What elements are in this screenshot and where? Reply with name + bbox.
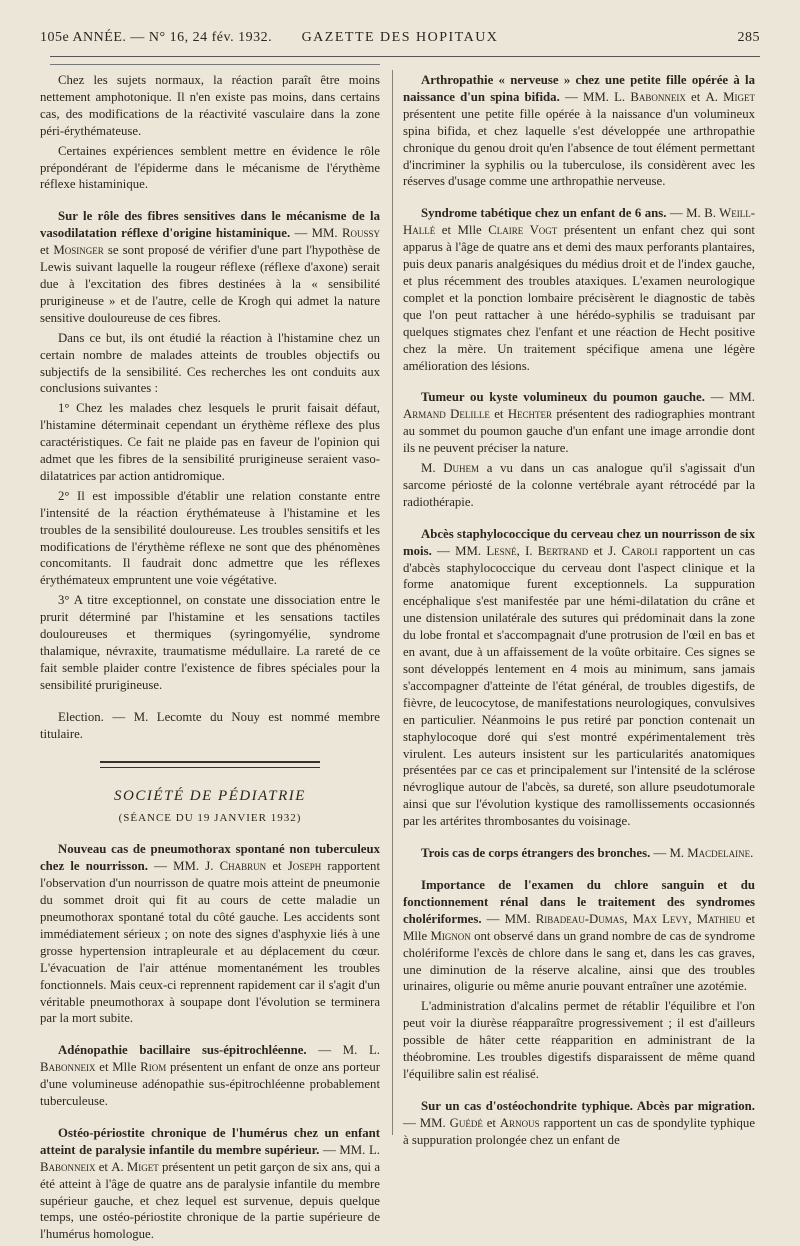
header-rule bbox=[50, 56, 760, 57]
communication-s8: Abcès staphylococcique du cerveau chez un nourrisson de six mois. — MM. Lesné, I. Bertrand et J. Caroli rapportent un cas d'abcès staphylococcique du cerveau dont l'aspect clinique et la forme anatomique furent exceptionnels. La suppuration encéphalique s'est manifestée par une hémi-dilatation du crâne et une distension unilatérale des sutures qui prédominait dans la zone du lobe frontal et s'accompagnait d'une protrusion de l'œil en bas et en avant, due à un affaissement de la voûte orbitaire. Ces signes se sont développés lentement en 4 mois au minimum, sans jamais s'accompagner d'atteinte de l'état général, de troubles digestifs, de fièvre, de leucocytose, de manifestations neurologiques, convulsives en particulier. Néanmoins le pus retiré par ponction contenait un staphylocoque doré qui s'est montré expérimentalement très virulent. Les auteurs insistent sur les particularités anatomiques présentées par ce cas et principalement sur l'intensité de la sclérose névroglique autour de l'abcès, sa dureté, son allure pseudotumorale ainsi que sur l'évolution kystique des ramollissements occasionnés par les artérites thrombosantes du voisinage. bbox=[403, 526, 756, 829]
communication-title: Importance de l'examen du chlore sanguin et du fonctionnement rénal dans le traitement des syndromes cholériformes. bbox=[403, 877, 755, 926]
right-column bbox=[403, 72, 755, 1152]
author-name: Hechter bbox=[507, 407, 553, 422]
communication-title: Adénopathie bacillaire sus-épitrochléenne. bbox=[58, 1043, 307, 1058]
author-name: Roussy bbox=[341, 226, 380, 241]
discussion-paragraph: M. Duhem a vu dans un cas analogue qu'il s'agissait d'un sarcome périosté de la colonne vertébrale ayant rétrocédé par la radiothérapie. bbox=[403, 461, 755, 509]
communication-title: Sur le rôle des fibres sensitives dans le mécanisme de la vasodilatation réflexe d'origine histaminique. bbox=[40, 209, 380, 241]
session-date: (SÉANCE DU 19 JANVIER 1932) bbox=[118, 812, 302, 825]
author-name: Macdelaine bbox=[687, 846, 751, 861]
communication-title: Sur un cas d'ostéochondrite typhique. Abcès par migration. bbox=[421, 1098, 755, 1113]
communication-s9: Trois cas de corps étrangers des bronches. — M. Macdelaine. bbox=[421, 846, 754, 861]
author-name: Joseph bbox=[287, 859, 322, 874]
communication-title: Ostéo-périostite chronique de l'humérus chez un enfant atteint de paralysie infantile du membre supérieur. bbox=[40, 1125, 380, 1157]
header-page-number: 285 bbox=[737, 30, 760, 45]
page-header bbox=[40, 30, 760, 52]
header-rule-secondary bbox=[50, 64, 380, 65]
author-name: Arnous bbox=[499, 1115, 540, 1130]
communication-s5: Arthropathie « nerveuse » chez une petite fille opérée à la naissance d'un spina bifida. — MM. L. Babonneix et A. Miget présentent une petite fille opérée à la naissance d'un volumineux spina bifida, et chez laquelle s'est développée une arthropathie chronique du genou droit qu'en l'absence de tout élément permettant d'incriminer la syphilis ou la tuberculose, ils considèrent avec les réserves d'usage comme une arthropathie nerveuse. bbox=[403, 73, 755, 189]
paragraph: Chez les sujets normaux, la réaction paraît être moins nettement amphotonique. Il n'en existe pas moins, dans certains cas, des modifications de la réactivité vasculaire dans la zone péri-érythémateuse. bbox=[40, 73, 380, 138]
communication-s7: Tumeur ou kyste volumineux du poumon gauche. — MM. Armand Delille et Hechter présentent des radiographies montrant au sommet du poumon gauche d'un enfant une image arrondie dont ils ne peuvent préciser la nature. bbox=[403, 390, 756, 456]
author-name: Ribadeau-Dumas bbox=[535, 911, 625, 926]
author-name: J. Chabrun bbox=[205, 859, 267, 874]
author-name: Duhem bbox=[443, 461, 480, 476]
header-number-date: — N° 16, 24 fév. 1932. bbox=[130, 30, 273, 45]
author-name: Lesné bbox=[486, 543, 517, 558]
communication-title: Arthropathie « nerveuse » chez une petite fille opérée à la naissance d'un spina bifida. bbox=[403, 73, 755, 104]
paragraph: 2° Il est impossible d'établir une relation constante entre l'intensité de la réaction érythémateuse à l'histamine et les troubles de la sensibilité douloureuse. Les troubles sensitifs et les modifications de l'érythème réflexe ne sont que des phénomènes concomitants. Il faudrait donc admettre que les réflexes érythémateux empruntent une voie végétative. bbox=[40, 488, 380, 588]
section-rule bbox=[100, 761, 320, 763]
author-name: Mosinger bbox=[53, 243, 104, 258]
author-name: A. Miget bbox=[111, 1159, 159, 1174]
author-name: Max Levy bbox=[632, 911, 689, 926]
communication-s11: Sur un cas d'ostéochondrite typhique. Abcès par migration. — MM. Guédé et Arnous rapportent un cas de spondylite typhique à suppuration prolongée chez un enfant de bbox=[403, 1098, 755, 1147]
author-name: L. Babonneix bbox=[614, 89, 686, 104]
election-notice: Election. — M. Lecomte du Nouy est nommé membre titulaire. bbox=[40, 709, 380, 741]
author-name: A. Miget bbox=[705, 89, 755, 104]
communication-s6: Syndrome tabétique chez un enfant de 6 ans. — M. B. Weill-Hallé et Mlle Claire Vogt présentent un enfant chez qui sont apparus à l'âge de quatre ans et demi des maux perforants plantaires, puis deux panaris analgésiques du médius droit et de l'index gauche, et plus récemment des troubles ataxiques. L'examen neurologique complet et la ponction lombaire précisèrent le diagnostic de tabès que l'on peut rattacher à une hérédo-syphilis se traduisant par quelques stigmates chez l'enfant et une réaction de Hecht positive chez la mère. Un traitement spécifique amena une légère amélioration des lésions. bbox=[403, 206, 755, 373]
communication-title: Tumeur ou kyste volumineux du poumon gauche. bbox=[421, 390, 705, 405]
communication-title: Syndrome tabétique chez un enfant de 6 ans. bbox=[421, 206, 667, 221]
communication-title: Trois cas de corps étrangers des bronches. bbox=[421, 846, 651, 861]
author-name: I. Bertrand bbox=[525, 543, 589, 558]
communication-s4: Ostéo-périostite chronique de l'humérus chez un enfant atteint de paralysie infantile du membre supérieur. — MM. L. Babonneix et A. Miget présentent un petit garçon de six ans, qui a été atteint à l'âge de quatre ans de paralysie infantile du membre supérieur gauche, et chez lequel est survenue, depuis quelque temps, une ostéo-périostite chronique de la partie supérieure de l'humérus homologue. bbox=[40, 1125, 381, 1242]
author-name: Riom bbox=[140, 1060, 167, 1075]
left-column bbox=[40, 72, 380, 1246]
paragraph: Certaines expériences semblent mettre en évidence le rôle prépondérant de l'épiderme dans le mécanisme de l'érythème réflexe histaminique. bbox=[40, 143, 380, 192]
author-name: B. Weill-Hallé bbox=[403, 206, 755, 238]
author-name: J. Caroli bbox=[608, 543, 658, 558]
header-year: 105e ANNÉE. bbox=[40, 30, 127, 45]
author-name: Guédé bbox=[449, 1115, 483, 1130]
author-name: L. Babonneix bbox=[40, 1043, 380, 1075]
communication-s2: Nouveau cas de pneumothorax spontané non tuberculeux chez le nourrisson. — MM. J. Chabrun et Joseph rapportent l'observation d'un nourrisson de quatre mois atteint de pneumonie du sommet droit qui fit au cours de cette maladie un pneumothorax spontané total du côté gauche. Les accidents sont immédiatement sérieux ; on note des signes d'asphyxie liés à une grosse hypertension intrapleurale et au déplacement du cœur. L'évacuation de l'air atténue momentanément les troubles fonctionnels. Mais ceux-ci reprennent rapidement car il s'agit d'un véritable pneumothorax à soupape dont l'évolution se terminera par la mort subite. bbox=[40, 842, 381, 1026]
communication-title: Abcès staphylococcique du cerveau chez un nourrisson de six mois. bbox=[403, 526, 755, 558]
header-journal-title: GAZETTE DES HOPITAUX bbox=[301, 30, 499, 45]
author-name: Armand Delille bbox=[403, 407, 490, 422]
column-divider bbox=[392, 70, 393, 1135]
section-rule-thin bbox=[100, 767, 320, 768]
paragraph: 1° Chez les malades chez lesquels le prurit faisait défaut, l'histamine déterminait cependant un érythème réflexe des plus caractéristiques. Ce fait ne plaide pas en faveur de l'opinion qui admet que les fibres de la sensibilité prurigineuse seraient vaso-dilatatrices par action antidromique. bbox=[40, 401, 380, 483]
paragraph: L'administration d'alcalins permet de rétablir l'équilibre et l'on peut voir la diurèse réapparaître progressivement ; il est d'ailleurs possible de hâter cette réapparition en administrant de la théobromine. Les troubles digestifs disparaissent de même quand l'équilibre salin est réalisé. bbox=[403, 999, 755, 1081]
author-name: L. Babonneix bbox=[40, 1142, 380, 1174]
author-name: Mathieu bbox=[696, 911, 741, 926]
communication-s10: Importance de l'examen du chlore sanguin et du fonctionnement rénal dans le traitement des syndromes cholériformes. — MM. Ribadeau-Dumas, Max Levy, Mathieu et Mlle Mignon ont observé dans un grand nombre de cas de syndrome cholériforme l'excès de chlore dans le sang et, dans les cas graves, une diminution de la réserve alcaline, ainsi que des troubles urinaires, oligurie ou même anurie pouvant entraîner une azotémie. bbox=[403, 877, 756, 994]
author-name: Mignon bbox=[430, 928, 471, 943]
communication-s1: Sur le rôle des fibres sensitives dans le mécanisme de la vasodilatation réflexe d'origine histaminique. — MM. Roussy et Mosinger se sont proposé de vérifier d'une part l'hypothèse de Lewis suivant laquelle la rougeur réflexe (réflexe d'axone) serait due à l'excitation des fibres destinées à la « sensibilité prurigineuse » et de l'autre, celle de Krogh qui admet la nature sensitive douloureuse de ces fibres. bbox=[40, 209, 380, 325]
author-name: Claire Vogt bbox=[488, 223, 558, 238]
paragraph: Dans ce but, ils ont étudié la réaction à l'histamine chez un certain nombre de malades atteints de troubles objectifs ou subjectifs de la sensibilité. Ces recherches les ont conduits aux conclusions suivantes : bbox=[40, 330, 380, 396]
communication-s3: Adénopathie bacillaire sus-épitrochléenne. — M. L. Babonneix et Mlle Riom présentent un enfant de onze ans porteur d'une volumineuse adénopathie sus-épitrochléenne probablement tuberculeuse. bbox=[40, 1043, 380, 1109]
society-heading: SOCIÉTÉ DE PÉDIATRIE bbox=[114, 787, 306, 804]
communication-title: Nouveau cas de pneumothorax spontané non tuberculeux chez le nourrisson. bbox=[40, 842, 380, 874]
paragraph: 3° A titre exceptionnel, on constate une dissociation entre le prurit déterminé par l'histamine et les sensations tactiles douloureuses et thermiques (syringomyélie, syndrome thalamique, névraxite, traumatisme médullaire. La rareté de ce fait semble plaider contre l'existence de fibres spéciales pour la sensibilité prurigineuse. bbox=[40, 593, 380, 692]
